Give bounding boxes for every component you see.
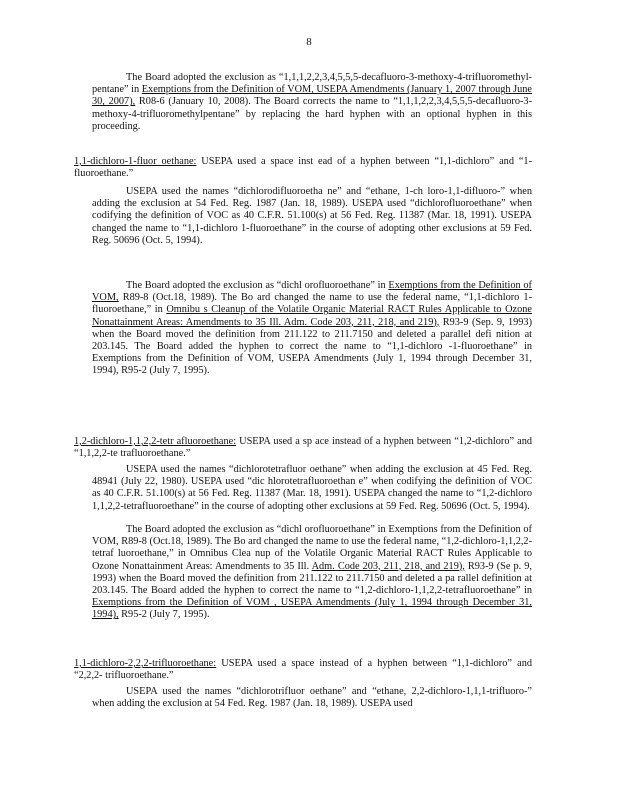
paragraph-text: R89-8 (Oct.18, 1989). The Bo ard changed the name to use the federal name, “1,1-dichloro 1-fluoroethane,” in — [92, 292, 532, 316]
paragraph-text: R08-6 (January 10, 2008). The Board corrects the name to “1,1,1,2,2,3,4,5,5,5-decafluoro-3-methoxy-4-trifluoromethylpentane” by replacing the hard hyphen with an optional hyphen in this proceeding. — [92, 96, 532, 132]
paragraph-text: R93-9 (Se p. 9, 1993) when the Board moved the definition from 211.122 to 211.7150 and deleted a pa rallel definition at 203.145. The Board added the hyphen to correct the name to “1,2-dichloro-1,1,2,2-tetrafluoroethane” in — [92, 560, 532, 597]
page-number: 8 — [306, 36, 312, 48]
citation-link: Exemptions from the Definition of VOM, USEPA Amendments (January 1, 2007 through June 30, 2007), — [92, 84, 532, 108]
citation-link: Exemptions from the Definition of VOM, — [92, 280, 532, 304]
heading-text: USEPA used a sp ace instead of a hyphen between “1,2-dichloro” and “1,1,2,2-te trafluoroethane.” — [74, 436, 532, 460]
paragraph-text: The Board adopted the exclusion as “dichl orofluoroethane” in — [126, 280, 389, 291]
paragraph-board-adoption — [92, 280, 532, 378]
chemical-heading: 1,1-dichloro-2,2,2-trifluoroethane: — [74, 658, 217, 669]
paragraph-text: USEPA used the names “dichlorotrifluor oethane” and “ethane, 2,2-dichloro-1,1,1-trifluoro-” when adding the exclusion at 54 Fed. Reg. 1987 (Jan. 18, 1989). USEPA used — [92, 686, 532, 710]
paragraph-text: USEPA used the names “dichlorotetrafluor oethane” when adding the exclusion at 45 Fed. Reg. 48941 (July 22, 1980). USEPA used “dic hlorotetrafluoroethan e” when codifying the definition of VOC as 40 C.F.R. 51.100(s) at 56 Fed. Reg. 11387 (Mar. 18, 1991). USEPA changed the name to “1,2-dichloro 1,1,2,2-tetrafluoroethane” in the course of adopting other exclusions at 59 Fed. Reg. 50696 (Oct. 5, 1994). — [92, 464, 532, 512]
paragraph-usepa-names — [92, 186, 532, 247]
paragraph-text: USEPA used the names “dichlorodifluoroetha ne” and “ethane, 1-ch loro-1,1-difluoro-” when adding the exclusion at 54 Fed. Reg. 1987 (Jan. 18, 1989). USEPA used “dichlorofluoroethane” when codifying the definition of VOC as 40 C.F.R. 51.100(s) at 56 Fed. Reg. 11387 (Mar. 18, 1991). USEPA changed the name to “1,1-dichloro 1-fluoroethane” in the course of adopting other exclusions at 59 Fed. Reg. 50696 (Oct. 5, 1994). — [92, 186, 532, 246]
citation-link: Omnibu s Cleanup of the Volatile Organic Material RACT Rules Applicable to Ozone Nonattainment Areas: Amendments to 35 Ill. Adm. Code 203, 211, 218, and 219), — [92, 304, 532, 328]
paragraph-usepa-names — [92, 686, 532, 710]
heading-text: USEPA used a space inst ead of a hyphen between “1,1-dichloro” and “1-fluoroethane.” — [74, 156, 533, 180]
chemical-heading: 1,2-dichloro-1,1,2,2-tetr afluoroethane: — [74, 436, 237, 447]
paragraph-decafluoro-adoption — [92, 72, 532, 133]
paragraph-board-adoption — [92, 524, 532, 622]
paragraph-text: The Board adopted the exclusion as “dichl orofluoroethane” in Exemptions from the Definition of VOM, R89-8 (Oct.18, 1989). The Bo ard changed the name to use the federal name, “1,2-dichloro-1,1,2,2-tetraf luoroethane,” in Omnibus Clea nup of the Volatile Organic Material RACT Rules Applicable to Ozone Nonattainment Areas: Amendments to 35 Ill. — [92, 524, 532, 572]
heading-paragraph-1-1-dichloro-1-fluoroethane — [74, 156, 532, 180]
paragraph-usepa-names — [92, 464, 532, 513]
chemical-heading: 1,1-dichloro-1-fluor oethane: — [74, 156, 197, 167]
paragraph-text: The Board adopted the exclusion as “1,1,1,2,2,3,4,5,5,5-decafluoro-3-methoxy-4-trifluoromethyl-pentane” in — [92, 72, 532, 96]
heading-paragraph-1-2-dichloro-tetrafluoroethane — [74, 436, 532, 460]
citation-link: Adm. Code 203, 211, 218, and 219), — [311, 560, 465, 572]
heading-text: USEPA used a space instead of a hyphen between “1,1-dichloro” and “2,2,2- trifluoroethane.” — [74, 658, 532, 682]
paragraph-text: R95-2 (July 7, 1995). — [118, 609, 210, 621]
citation-link: Exemptions from the Definition of VOM , USEPA Amendments (July 1, 1994 through December 31, 1994), — [92, 597, 532, 621]
paragraph-text: R93-9 (Sep. 9, 1993) when the Board moved the definition from 211.122 to 211.7150 and deleted a parallel defi nition at 203.145. The Board added the hyphen to correct the name to “1,1-dichloro -1-fluoroethane” in Exemptions from the Definition of VOM, USEPA Amendments (July 1, 1994 through December 31, 1994), R95-2 (July 7, 1995). — [92, 316, 532, 377]
heading-paragraph-1-1-dichloro-trifluoroethane — [74, 658, 532, 682]
